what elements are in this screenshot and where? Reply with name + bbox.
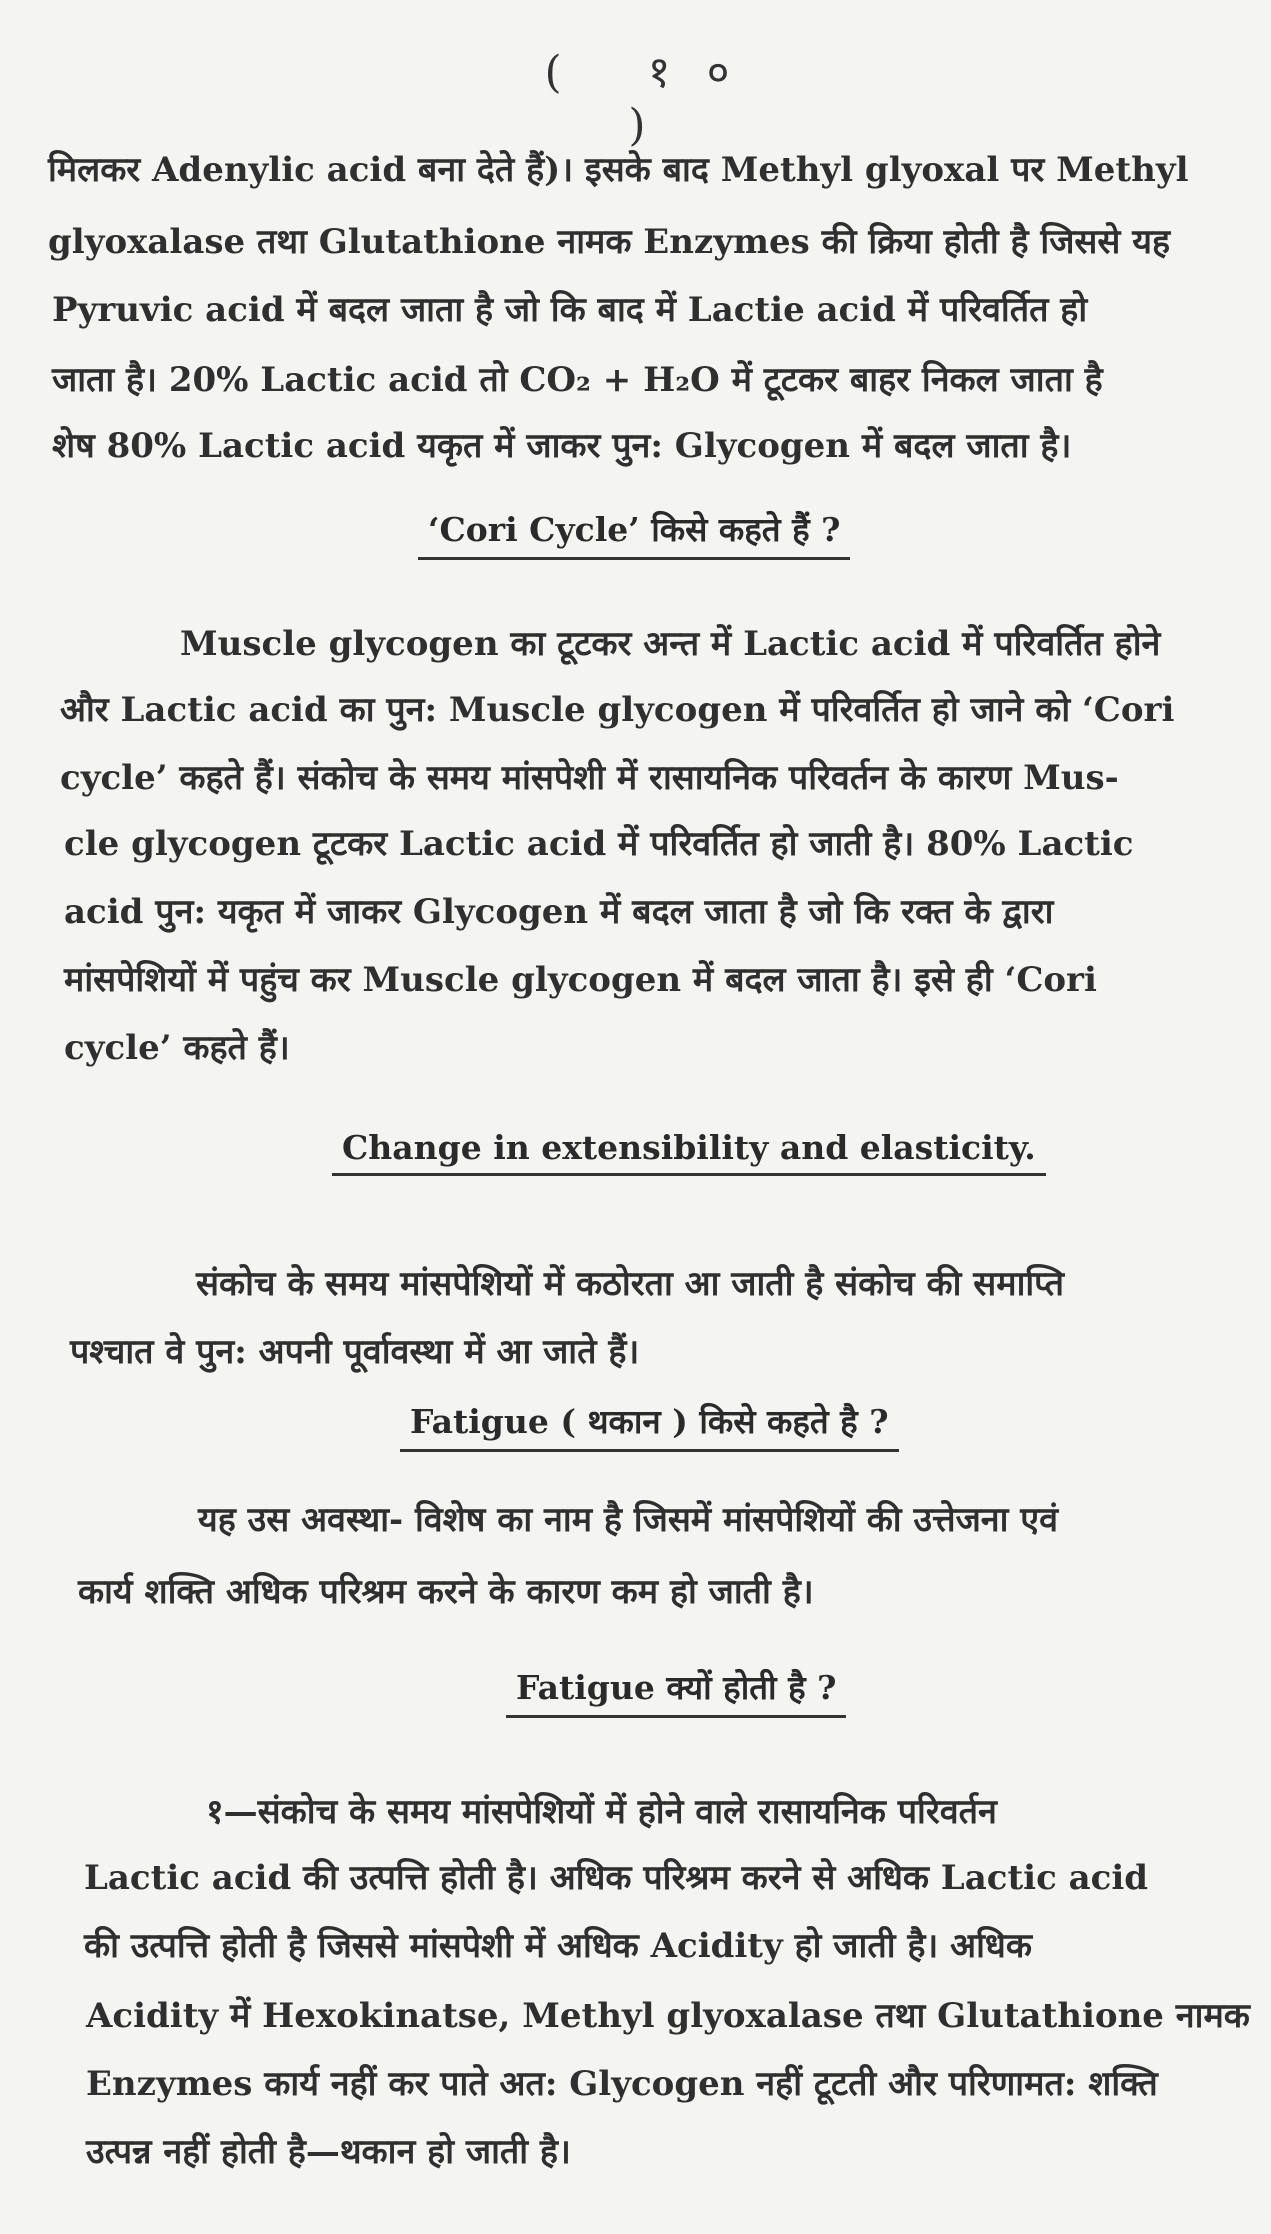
text-line: १—संकोच के समय मांसपेशियों में होने वाले रासायनिक परिवर्तन xyxy=(206,1792,997,1832)
text-line: Muscle glycogen का टूटकर अन्त में Lactic acid में परिवर्तित होने xyxy=(180,624,1161,664)
text-line: की उत्पत्ति होती है जिससे मांसपेशी में अधिक Acidity हो जाती है। अधिक xyxy=(84,1926,1032,1966)
text-line: यह उस अवस्था- विशेष का नाम है जिसमें मांसपेशियों की उत्तेजना एवं xyxy=(198,1500,1059,1540)
text-line: cycle’ कहते हैं। संकोच के समय मांसपेशी में रासायनिक परिवर्तन के कारण Mus- xyxy=(60,758,1119,798)
text-line: शेष 80% Lactic acid यकृत में जाकर पुन: Glycogen में बदल जाता है। xyxy=(52,426,1072,466)
heading-change-in-extensibility: Change in extensibility and elasticity. xyxy=(332,1128,1046,1176)
text-line: Lactic acid की उत्पत्ति होती है। अधिक परिश्रम करने से अधिक Lactic acid xyxy=(84,1858,1149,1898)
text-line: संकोच के समय मांसपेशियों में कठोरता आ जाती है संकोच की समाप्ति xyxy=(196,1264,1065,1304)
text-line: कार्य शक्ति अधिक परिश्रम करने के कारण कम हो जाती है। xyxy=(78,1572,814,1612)
text-line: cycle’ कहते हैं। xyxy=(64,1028,290,1068)
text-line: Enzymes कार्य नहीं कर पाते अत: Glycogen नहीं टूटती और परिणामत: शक्ति xyxy=(86,2064,1158,2104)
text-line: Pyruvic acid में बदल जाता है जो कि बाद में Lactie acid में परिवर्तित हो xyxy=(52,290,1088,330)
text-line: और Lactic acid का पुन: Muscle glycogen में परिवर्तित हो जाने को ‘Cori xyxy=(60,690,1175,730)
text-line: acid पुन: यकृत में जाकर Glycogen में बदल जाता है जो कि रक्त के द्वारा xyxy=(64,892,1054,932)
text-line: उत्पन्न नहीं होती है—थकान हो जाती है। xyxy=(86,2132,571,2172)
heading-fatigue: Fatigue ( थकान ) किसे कहते है ? xyxy=(400,1398,899,1452)
text-line: cle glycogen टूटकर Lactic acid में परिवर्तित हो जाती है। 80% Lactic xyxy=(64,824,1134,864)
page-number: ( १० ) xyxy=(544,47,766,151)
text-line: मिलकर Adenylic acid बना देते हैं)। इसके बाद Methyl glyoxal पर Methyl xyxy=(48,150,1189,190)
heading-cori-cycle: ‘Cori Cycle’ किसे कहते हैं ? xyxy=(418,506,850,560)
text-line: मांसपेशियों में पहुंच कर Muscle glycogen में बदल जाता है। इसे ही ‘Cori xyxy=(64,960,1097,1000)
text-line: glyoxalase तथा Glutathione नामक Enzymes की क्रिया होती है जिससे यह xyxy=(48,222,1171,262)
heading-why-fatigue: Fatigue क्यों होती है ? xyxy=(506,1664,846,1718)
text-line: पश्चात वे पुन: अपनी पूर्वावस्था में आ जाते हैं। xyxy=(70,1332,640,1372)
text-line: जाता है। 20% Lactic acid तो CO₂ + H₂O में टूटकर बाहर निकल जाता है xyxy=(52,360,1103,400)
text-line: Acidity में Hexokinatse, Methyl glyoxalase तथा Glutathione नामक xyxy=(86,1996,1250,2036)
